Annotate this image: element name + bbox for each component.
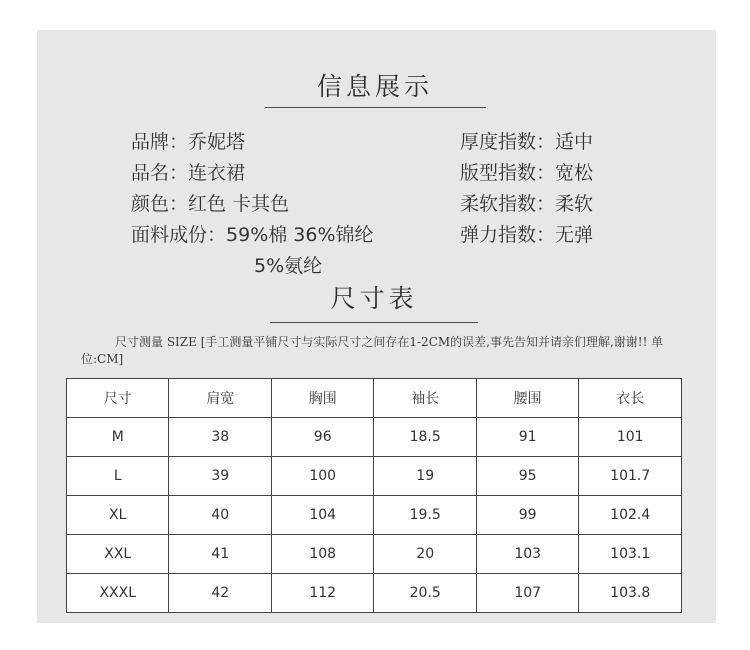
table-cell: 91 [476,418,578,457]
info-value: 连衣裙 [188,162,246,184]
info-row-brand [131,127,374,158]
info-row-color [131,189,374,220]
info-label: 厚度指数 [460,131,537,153]
table-row [67,535,682,574]
table-cell: 38 [169,418,271,457]
table-row [67,496,682,535]
table-cell: 95 [476,457,578,496]
table-cell: 20 [374,535,476,574]
table-cell: 103.8 [579,574,682,613]
info-row-fit [460,158,593,189]
info-row-thickness [460,127,593,158]
table-cell: 104 [271,496,373,535]
info-label: 品牌 [131,131,170,153]
table-header-row [67,379,682,418]
info-separator: ： [536,162,556,184]
info-label: 面料成份 [131,224,208,246]
table-cell: 41 [169,535,271,574]
info-value: 红色 卡其色 [188,193,290,215]
table-header-cell: 肩宽 [169,379,271,418]
table-row [67,418,682,457]
info-separator: ： [536,131,556,153]
table-header-cell: 尺寸 [67,379,169,418]
info-value-continuation: 5%氨纶 [254,255,323,277]
table-cell: XXXL [67,574,169,613]
table-cell: 107 [476,574,578,613]
table-cell: 40 [169,496,271,535]
size-title-block [270,282,478,316]
info-label: 版型指数 [460,162,537,184]
info-title: 信息展示 [316,72,433,101]
size-note: 尺寸测量 SIZE [手工测量平铺尺寸与实际尺寸之间存在1-2CM的误差,事先告知并请亲们理解,谢谢!! 单位:CM] [81,335,664,366]
table-cell: 20.5 [374,574,476,613]
table-cell: 102.4 [579,496,682,535]
info-title-block [265,70,485,104]
info-value: 宽松 [555,162,594,184]
table-cell: 39 [169,457,271,496]
table-cell: 19.5 [374,496,476,535]
info-label: 柔软指数 [460,193,537,215]
table-cell: 103 [476,535,578,574]
info-separator: ： [536,224,556,246]
table-row [67,457,682,496]
info-value: 59%棉 36%锦纶 [226,224,374,246]
info-label: 弹力指数 [460,224,537,246]
size-title-underline [270,322,478,323]
info-label: 品名 [131,162,170,184]
info-row-elasticity [460,220,593,251]
info-value: 乔妮塔 [188,131,246,153]
info-right-column [460,127,593,251]
size-title: 尺寸表 [330,284,418,313]
table-cell: M [67,418,169,457]
info-separator: ： [169,162,189,184]
info-separator: ： [207,224,227,246]
table-cell: 100 [271,457,373,496]
table-cell: XXL [67,535,169,574]
info-label: 颜色 [131,193,170,215]
table-cell: 99 [476,496,578,535]
table-row [67,574,682,613]
info-row-product-name [131,158,374,189]
table-header-cell: 袖长 [374,379,476,418]
table-cell: 18.5 [374,418,476,457]
size-table [66,378,682,613]
table-cell: 96 [271,418,373,457]
info-row-softness [460,189,593,220]
info-separator: ： [536,193,556,215]
table-cell: 101.7 [579,457,682,496]
info-separator: ： [169,131,189,153]
info-value: 适中 [555,131,594,153]
info-title-underline [265,107,486,108]
info-row-fabric-continuation [131,251,374,282]
info-value: 无弹 [555,224,594,246]
table-cell: XL [67,496,169,535]
info-value: 柔软 [555,193,594,215]
table-cell: 19 [374,457,476,496]
table-cell: L [67,457,169,496]
table-header-cell: 腰围 [476,379,578,418]
table-header-cell: 胸围 [271,379,373,418]
info-row-fabric [131,220,374,251]
table-header-cell: 衣长 [579,379,682,418]
table-cell: 101 [579,418,682,457]
info-left-column [131,127,374,282]
table-cell: 42 [169,574,271,613]
table-cell: 108 [271,535,373,574]
table-cell: 112 [271,574,373,613]
table-cell: 103.1 [579,535,682,574]
info-separator: ： [169,193,189,215]
